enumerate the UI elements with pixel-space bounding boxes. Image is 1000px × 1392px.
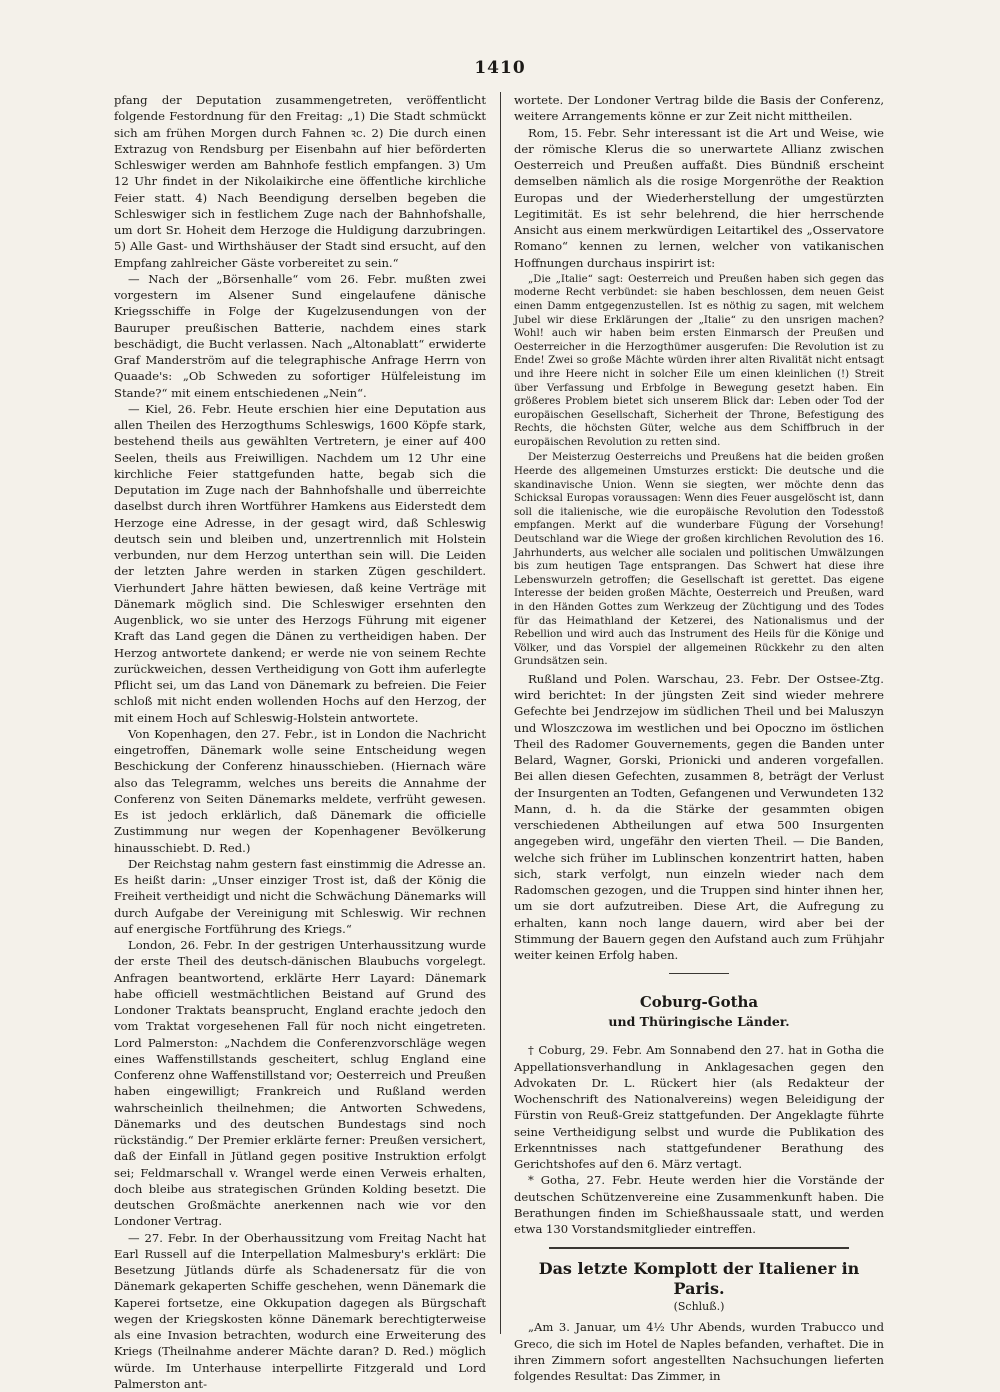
paragraph: wortete. Der Londoner Vertrag bilde die Basis der Conferenz, weitere Arrangements könne er zur Zeit nicht mittheilen. [514, 92, 884, 125]
paragraph: London, 26. Febr. In der gestrigen Unterhaussitzung wurde der erste Theil des deutsch-dänischen Blaubuchs vorgelegt. Anfragen beantwortend, erklärte Herr Layard: Dänemark habe officiell westmächtlichen Beistand auf Grund des Londoner Traktats beansprucht, England erachte jedoch den vom Traktat vorgesehenen Fall für noch nicht eingetreten. Lord Palmerston: „Nachdem die Conferenzvorschläge wegen eines Waffenstillstands gescheitert, schlug England eine Conferenz ohne Waffenstillstand vor; Oesterreich und Preußen haben eingewilligt; Frankreich und Rußland werden wahrscheinlich theilnehmen; die Antworten Schwedens, Dänemarks und des deutschen Bundestags sind noch rückständig.“ Der Premier erklärte ferner: Preußen versichert, daß der Einfall in Jütland gegen positive Instruktion erfolgt sei; Feldmarschall v. Wrangel werde einen Verweis erhalten, doch bleibe aus strategischen Gründen Kolding besetzt. Die deutschen Großmächte anerkennen nach wie vor den Londoner Vertrag. [114, 937, 486, 1230]
paragraph: — Kiel, 26. Febr. Heute erschien hier eine Deputation aus allen Theilen des Herzogthums Schleswigs, 1600 Köpfe stark, bestehend theils aus gewählten Vertretern, je einer auf 400 Seelen, theils aus Freiwilligen. Nachdem um 12 Uhr eine kirchliche Feier stattgefunden hatte, begab sich die Deputation im Zuge nach der Bahnhofshalle und überreichte daselbst durch ihren Wortführer Hamkens aus Eiderstedt dem Herzoge eine Adresse, in der gesagt wird, daß Schleswig deutsch sein und bleiben und, unzertrennlich mit Holstein verbunden, nur dem Herzog unterthan sein will. Die Leiden der letzten Jahre werden in starken Zügen geschildert. Vierhundert Jahre hätten bewiesen, daß keine Verträge mit Dänemark möglich sind. Die Schleswiger ersehnten den Augenblick, wo sie unter des Herzogs Führung mit eigener Kraft das Land gegen die Dänen zu vertheidigen haben. Der Herzog antwortete dankend; er werde nie von seinem Rechte zurückweichen, dessen Vertheidigung von Gott ihm auferlegte Pflicht sei, um das Land von Dänemark zu befreien. Die Feier schloß mit nicht enden wollenden Hochs auf den Herzog, der mit einem Hoch auf Schleswig-Holstein antwortete. [114, 401, 486, 726]
paragraph-russland: Rußland und Polen. Warschau, 23. Febr. Der Ostsee-Ztg. wird berichtet: In der jüngsten Zeit sind wieder mehrere Gefechte bei Jendrzejow im südlichen Theil und bei Maluszyn und Wloszczowa im westlichen und bei Opoczno im östlichen Theil des Radomer Gouvernements, gegen die Banden unter Belard, Wagner, Gorski, Prionicki und anderen vorgefallen. Bei allen diesen Gefechten, zusammen 8, beträgt der Verlust der Insurgenten an Todten, Gefangenen und Verwundeten 132 Mann, d. h. da die Stärke der gesammten obigen verschiedenen Abtheilungen auf etwa 500 Insurgenten angegeben wird, ungefähr den vierten Theil. — Die Banden, welche sich früher im Lublinschen konzentrirt hatten, haben sich, stark verfolgt, nun einzeln wieder nach dem Radomschen gezogen, und die Truppen sind hinter ihnen her, um sie dort aufzutreiben. Diese Art, die Aufregung zu erhalten, kann noch lange dauern, wird aber bei der Stimmung der Bauern gegen den Aufstand auch zum Frühjahr weiter keinen Erfolg haben. [514, 671, 884, 964]
section-title: Coburg-Gotha [514, 992, 884, 1012]
column-divider [500, 92, 501, 1334]
paragraph: Der Reichstag nahm gestern fast einstimmig die Adresse an. Es heißt darin: „Unser einziger Trost ist, daß der König die Freiheit vertheidigt und nicht die Schwächung Dänemarks will durch Aufgabe der Vereinigung mit Schleswig. Wir rechnen auf energische Fortführung des Kriegs.“ [114, 856, 486, 937]
quote-paragraph: Der Meisterzug Oesterreichs und Preußens hat die beiden großen Heerde des allgemeinen Umsturzes erstickt: Die deutsche und die skandinavische Union. Wenn sie siegten, wer möchte denn das Schicksal Europas voraussagen: Wenn dies Feuer ausgelöscht ist, dann soll die italienische, wie die europäische Revolution den Todesstoß empfangen. Merkt auf die wunderbare Fügung der Vorsehung! Deutschland war die Wiege der großen kirchlichen Revolution des 16. Jahrhunderts, aus welcher alle socialen und politischen Umwälzungen bis zum heutigen Tage entsprangen. Das Schwert hat diese ihre Lebenswurzeln getroffen; die Gesellschaft ist gerettet. Das eigene Interesse der beiden großen Mächte, Oesterreich und Preußen, ward in den Händen Gottes zum Werkzeug der Züchtigung und des Todes für das Heimathland der Ketzerei, des Nationalismus und der Rebellion und wird auch das Instrument des Heils für die Könige und Völker, und das Vorspiel der allgemeinen Rückkehr zu den alten Grundsätzen sein. [514, 451, 884, 669]
article-subtitle: (Schluß.) [514, 1299, 884, 1315]
right-column [514, 92, 884, 1384]
separator-rule [549, 1247, 849, 1249]
paragraph: Von Kopenhagen, den 27. Febr., ist in London die Nachricht eingetroffen, Dänemark wolle seine Entscheidung wegen Beschickung der Conferenz hinausschieben. (Hiernach wäre also das Telegramm, welches uns bereits die Annahme der Conferenz von Seiten Dänemarks meldete, verfrüht gewesen. Es ist jedoch erklärlich, daß Dänemark die officielle Zustimmung nur wegen der Kopenhagener Bevölkerung hinausschiebt. D. Red.) [114, 726, 486, 856]
separator-rule [669, 973, 729, 974]
paragraph: — 27. Febr. In der Oberhaussitzung vom Freitag Nacht hat Earl Russell auf die Interpellation Malmesbury's erklärt: Die Besetzung Jütlands dürfe als Schadenersatz für die von Dänemark gekaperten Schiffe geschehen, wenn Dänemark die Kaperei fortsetze, eine Okkupation dagegen als Bürgschaft wegen der Kriegskosten könne Dänemark berechtigterweise als eine Invasion betrachten, wodurch eine Erweiterung des Kriegs (Theilnahme anderer Mächte daran? D. Red.) möglich würde. Im Unterhause interpellirte Fitzgerald und Lord Palmerston ant- [114, 1230, 486, 1392]
paragraph: pfang der Deputation zusammengetreten, veröffentlicht folgende Festordnung für den Freitag: „1) Die Stadt schmückt sich am frühen Morgen durch Fahnen ꝛc. 2) Die durch einen Extrazug von Rendsburg per Eisenbahn auf hier beförderten Schleswiger werden am Bahnhofe festlich empfangen. 3) Um 12 Uhr findet in der Nikolaikirche eine öffentliche kirchliche Feier statt. 4) Nach Beendigung derselben begeben die Schleswiger sich in festlichem Zuge nach der Bahnhofshalle, um dort Sr. Hoheit dem Herzoge die Huldigung darzubringen. 5) Alle Gast- und Wirthshäuser der Stadt sind ersucht, auf den Empfang zahlreicher Gäste vorbereitet zu sein.“ [114, 92, 486, 271]
section-subtitle: und Thüringische Länder. [514, 1012, 884, 1032]
paragraph: „Am 3. Januar, um 4½ Uhr Abends, wurden Trabucco und Greco, die sich im Hotel de Naples befanden, verhaftet. Die in ihren Zimmern sofort angestellten Nachsuchungen lieferten folgendes Resultat: Das Zimmer, in [514, 1319, 884, 1384]
paragraph: — Nach der „Börsenhalle“ vom 26. Febr. mußten zwei vorgestern im Alsener Sund eingelaufene dänische Kriegsschiffe in Folge der Kugelzusendungen von der Bauruper preußischen Batterie, nachdem eines stark beschädigt, die Bucht verlassen. Nach „Altonablatt“ erwiderte Graf Manderström auf die telegraphische Anfrage Herrn von Quaade's: „Ob Schweden zu sofortiger Hülfeleistung im Stande?“ mit einem entschiedenen „Nein“. [114, 271, 486, 401]
paragraph-coburg: † Coburg, 29. Febr. Am Sonnabend den 27. hat in Gotha die Appellationsverhandlung in Anklagesachen gegen den Advokaten Dr. L. Rückert hier (als Redakteur der Wochenschrift des Nationalvereins) wegen Beleidigung der Fürstin von Reuß-Greiz stattgefunden. Der Angeklagte führte seine Vertheidigung selbst und wurde die Publikation des Erkenntnisses nach stattgefundener Berathung des Gerichtshofes auf den 6. März vertagt. [514, 1042, 884, 1172]
article-title: Das letzte Komplott der Italiener in Paris. [514, 1259, 884, 1299]
left-column [114, 92, 486, 1392]
quote-paragraph: „Die „Italie“ sagt: Oesterreich und Preußen haben sich gegen das moderne Recht verbündet: sie haben beschlossen, dem neuen Geist einen Damm entgegenzustellen. Ist es nöthig zu sagen, mit welchem Jubel wir diese Erklärungen der „Italie“ zu den unsrigen machen? Wohl! auch wir haben beim ersten Einmarsch der Preußen und Oesterreicher in die Herzogthümer ausgerufen: Die Revolution ist zu Ende! Zwei so große Mächte würden ihrer alten Rivalität nicht entsagt und ihre Heere nicht in solcher Eile um einen kleinlichen (!) Streit über Verfassung und Erbfolge in Bewegung gesetzt haben. Ein größeres Problem bietet sich unserem Blick dar: Leben oder Tod der europäischen Gesellschaft, Sicherheit der Throne, Befestigung des Rechts, die höchsten Güter, welche aus dem Schiffbruch in der europäischen Revolution zu retten sind. [514, 273, 884, 450]
paragraph-gotha: * Gotha, 27. Febr. Heute werden hier die Vorstände der deutschen Schützenvereine eine Zusammenkunft haben. Die Berathungen finden im Schießhaussaale statt, und werden etwa 130 Vorstandsmitglieder eintreffen. [514, 1172, 884, 1237]
paragraph-rom: Rom, 15. Febr. Sehr interessant ist die Art und Weise, wie der römische Klerus die so unerwartete Allianz zwischen Oesterreich und Preußen auffaßt. Dies Bündniß erscheint demselben nämlich als die rosige Morgenröthe der Reaktion Europas und der Wiederherstellung der umgestürzten Legitimität. Es ist sehr belehrend, die hier herrschende Ansicht aus einem merkwürdigen Leitartikel des „Osservatore Romano“ kennen zu lernen, welcher von vatikanischen Hoffnungen durchaus inspirirt ist: [514, 125, 884, 271]
page-number: 1410 [0, 58, 1000, 78]
